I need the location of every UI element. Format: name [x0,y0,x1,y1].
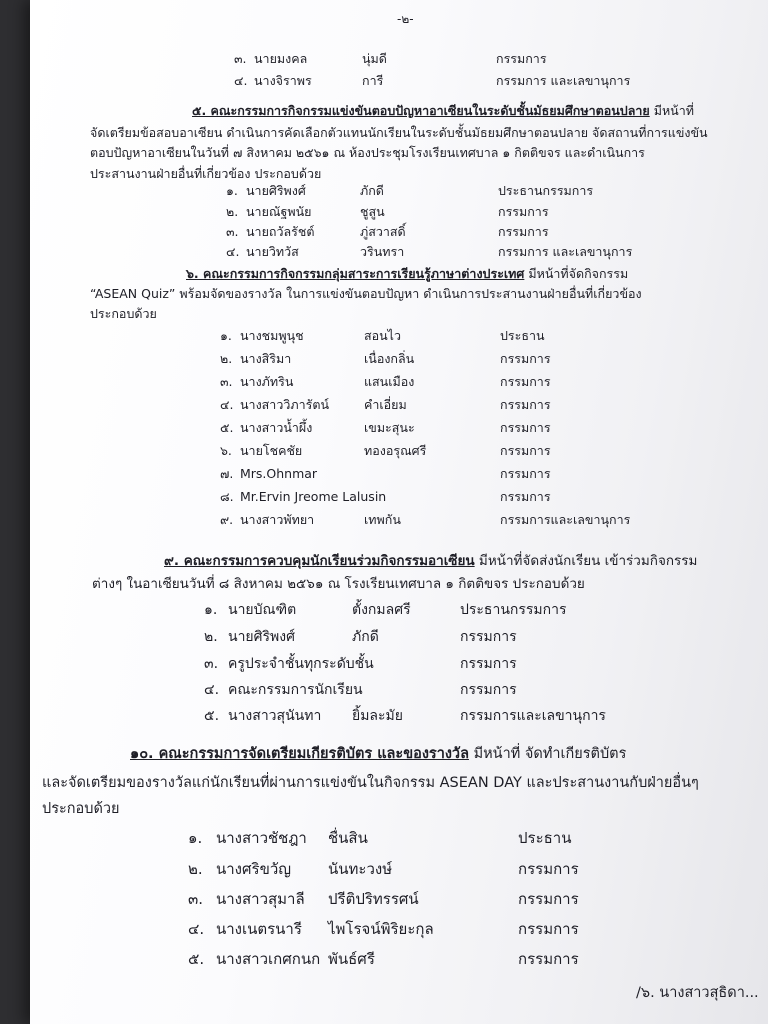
member-number: ๒. [188,860,203,878]
member-role: กรรมการ [500,489,551,504]
member-number: ๒. [226,204,239,219]
member-number: ๕. [188,950,205,968]
member-number: ๖. [220,443,232,458]
member-name: นางสาวน้ำผึ้ง [240,420,313,435]
member-number: ๓. [234,51,247,66]
member-surname: ชูสูน [360,204,385,219]
member-surname: คำเอี่ยม [364,397,407,412]
member-name: นางชมพูนุช [240,328,304,343]
member-surname: ทองอรุณศรี [364,443,427,458]
member-name: ครูประจำชั้นทุกระดับชั้น [228,656,374,672]
member-surname: ตั้งกมลศรี [352,602,411,618]
section-title: ๙. คณะกรรมการควบคุมนักเรียนร่วมกิจกรรมอาเซียน [164,553,475,569]
section-title-tail: มีหน้าที่จัดส่งนักเรียน เข้าร่วมกิจกรรม [478,553,698,569]
member-role: กรรมการ [460,656,517,672]
document-page [30,0,768,1024]
section-heading [192,103,694,118]
member-role: กรรมการ [518,950,579,968]
member-name: นายศิริพงศ์ [228,629,295,645]
member-role: ประธานกรรมการ [498,183,594,198]
member-surname: เทพกัน [364,512,401,527]
member-surname: นุ่มดี [362,51,387,66]
member-number: ๔. [188,920,205,938]
section-heading [186,266,628,281]
member-number: ๒. [204,629,218,645]
section-title: ๑๐. คณะกรรมการจัดเตรียมเกียรติบัตร และของรางวัล [130,746,469,762]
member-number: ๓. [226,224,239,239]
member-number: ๕. [220,420,234,435]
member-role: กรรมการ [460,629,517,645]
member-number: ๓. [220,374,233,389]
member-role: ประธาน [518,829,572,847]
member-role: กรรมการ [518,860,579,878]
member-surname: ภักดี [352,629,379,645]
member-name: คณะกรรมการนักเรียน [228,682,363,698]
member-number: ๔. [220,397,234,412]
member-number: ๙. [220,512,234,527]
member-surname: พันธ์ศรี [328,950,375,968]
member-role: กรรมการ [500,443,551,458]
section-text-line: ประกอบด้วย [90,306,157,321]
member-name: นางสาววิภารัตน์ [240,397,329,412]
member-name: นางเนตรนารี [216,920,302,938]
member-role: กรรมการและเลขานุการ [500,512,631,527]
member-surname: นันทะวงษ์ [328,860,393,878]
section-title: ๖. คณะกรรมการกิจกรรมกลุ่มสาระการเรียนรู้ภาษาต่างประเทศ [186,266,525,281]
member-role: กรรมการ [496,51,547,66]
member-name: นายบัณฑิต [228,602,297,618]
member-role: กรรมการ และเลขานุการ [496,73,631,88]
page-number: -๒- [397,12,414,26]
member-number: ๑. [226,183,238,198]
member-surname: สอนไว [364,328,401,343]
section-title-tail: มีหน้าที่ [653,103,694,118]
member-role: กรรมการ [518,920,579,938]
section-text-line: จัดเตรียมข้อสอบอาเซียน ดำเนินการคัดเลือกตัวแทนนักเรียนในระดับชั้นมัธยมศึกษาตอนปลาย จัดสถานที่การแข่งขัน [90,125,708,140]
member-name: นางสาวพัทยา [240,512,315,527]
member-number: ๔. [234,73,248,88]
section-title: ๕. คณะกรรมการกิจกรรมแข่งขันตอบปัญหาอาเซียนในระดับชั้นมัธยมศึกษาตอนปลาย [192,103,650,118]
member-name: นางสิริมา [240,351,292,366]
section-text-line: และจัดเตรียมของรางวัลแก่นักเรียนที่ผ่านการแข่งขันในกิจกรรม ASEAN DAY และประสานงานกับฝ่ายอื่นๆ [42,775,699,791]
member-role: กรรมการ [500,420,551,435]
member-name: นายโชคชัย [240,443,303,458]
member-surname: เนื่องกลิ่น [364,351,415,366]
section-text-line: ประสานงานฝ่ายอื่นที่เกี่ยวข้อง ประกอบด้วย [90,166,322,181]
member-name: นายศิริพงศ์ [246,183,306,198]
member-name: นางศริขวัญ [216,860,292,878]
member-surname: วรินทรา [360,244,405,259]
continuation-note: /๖. นางสาวสุธิดา... [636,985,759,1001]
member-role: กรรมการ [498,224,549,239]
member-name: นางสาวเกศกนก [216,950,321,968]
member-name: นางภัทริน [240,374,294,389]
member-role: กรรมการ [500,374,551,389]
member-name: นางสาวสุมาลี [216,890,305,908]
section-heading [130,745,626,763]
member-number: ๔. [226,244,240,259]
member-surname: ชื่นสิน [328,829,368,847]
member-name: Mr.Ervin Jreome Lalusin [240,489,387,504]
member-number: ๓. [204,656,219,672]
member-role: กรรมการ และเลขานุการ [498,244,633,259]
member-number: ๒. [220,351,233,366]
member-name: นางสาวชัชฎา [216,829,307,847]
member-surname: การี [362,73,384,88]
member-number: ๑. [220,328,232,343]
member-number: ๑. [204,602,218,618]
section-title-tail: มีหน้าที่ จัดทำเกียรติบัตร [473,746,627,762]
member-surname: แสนเมือง [364,374,415,389]
member-name: นายณัฐพนัย [246,204,312,219]
member-number: ๕. [204,708,220,724]
section-text-line: ประกอบด้วย [42,801,120,817]
member-number: ๗. [220,466,234,481]
member-name: นายวิทวัส [246,244,299,259]
member-name: นายถวัลรัชต์ [246,224,315,239]
section-text-line: ตอบปัญหาอาเซียนในวันที่ ๗ สิงหาคม ๒๕๖๑ ณ ห้องประชุมโรงเรียนเทศบาล ๑ กิตติขจร และดำเนินการ [90,145,645,160]
section-heading [164,553,697,570]
member-name: นางสาวสุนันทา [228,708,322,724]
member-surname: ภู่สวาสดิ์ [360,224,406,239]
member-number: ๔. [204,682,220,698]
member-name: นายมงคล [254,51,308,66]
member-surname: ปรีติปริทรรศน์ [328,890,419,908]
member-role: กรรมการและเลขานุการ [460,708,606,724]
member-role: กรรมการ [500,466,551,481]
member-surname: ยิ้มละมัย [352,708,403,724]
member-number: ๑. [188,829,203,847]
member-role: ประธานกรรมการ [460,602,567,618]
member-role: กรรมการ [500,351,551,366]
member-role: กรรมการ [500,397,551,412]
member-role: กรรมการ [498,204,549,219]
member-name: นางจิราพร [254,73,312,88]
section-text-line: ต่างๆ ในอาเซียนวันที่ ๘ สิงหาคม ๒๕๖๑ ณ โรงเรียนเทศบาล ๑ กิตติขจร ประกอบด้วย [92,576,585,592]
member-role: กรรมการ [460,682,517,698]
member-surname: ไพโรจน์พิริยะกุล [328,920,434,938]
member-surname: เขมะสุนะ [364,420,415,435]
member-number: ๓. [188,890,204,908]
member-surname: ภักดี [360,183,384,198]
section-title-tail: มีหน้าที่จัดกิจกรรม [528,266,629,281]
member-name: Mrs.Ohnmar [240,466,318,481]
member-role: กรรมการ [518,890,579,908]
member-number: ๘. [220,489,234,504]
section-text-line: “ASEAN Quiz” พร้อมจัดของรางวัล ในการแข่งขันตอบปัญหา ดำเนินการประสานงานฝ่ายอื่นที่เกี่ยวข้อง [90,286,642,301]
member-role: ประธาน [500,328,545,343]
